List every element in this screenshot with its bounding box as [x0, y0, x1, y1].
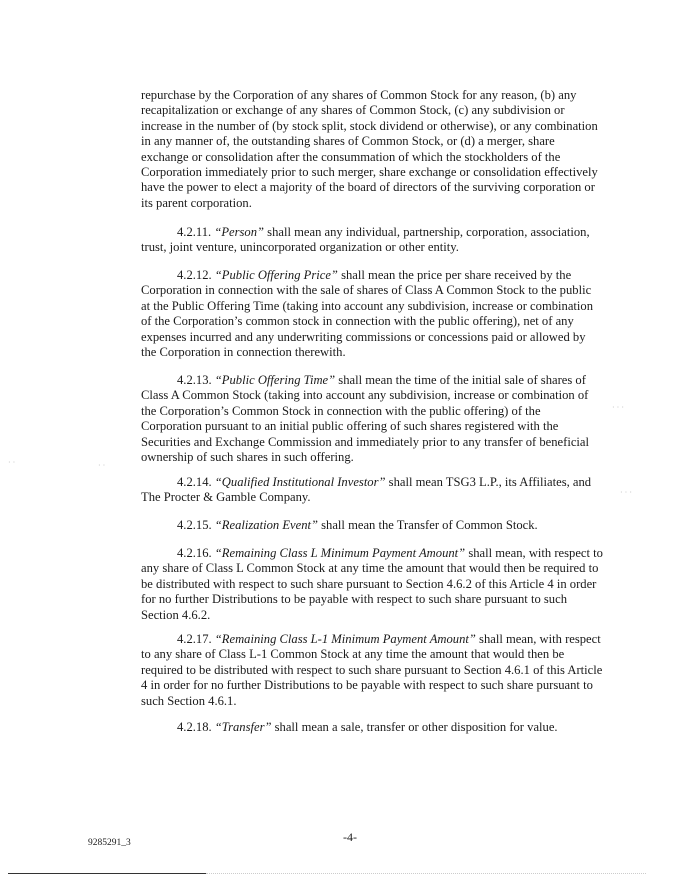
- defined-term: “Remaining Class L-1 Minimum Payment Amount”: [214, 632, 476, 646]
- section-number: 4.2.18.: [177, 720, 212, 734]
- section-4-2-18: [141, 720, 603, 735]
- section-4-2-11: [141, 225, 603, 256]
- section-number: 4.2.13.: [177, 373, 212, 387]
- section-text: shall mean the time of the initial sale of shares of Class A Common Stock (taking into account any subdivision, increase or combination of the Corporation’s Common Stock in connection with the public offering) of the Corporation pursuant to an initial public offering of such shares registered with the Securities and Exchange Commission and immediately prior to any transfer of beneficial ownership of such shares in such offering.: [141, 373, 589, 465]
- defined-term: “Person”: [214, 225, 265, 239]
- section-text: shall mean a sale, transfer or other disposition for value.: [271, 720, 558, 734]
- scan-speck: · ·: [98, 461, 106, 470]
- section-4-2-13: [141, 373, 603, 465]
- section-text: shall mean the price per share received by the Corporation in connection with the sale of shares of Class A Common Stock to the public at the Public Offering Time (taking into account any subdivision, increase or combination of the Corporation’s common stock in connection with the public offering), net of any expenses incurred and any underwriting commissions or concessions paid or allowed by the Corporation in connection therewith.: [141, 268, 594, 360]
- section-text: shall mean TSG3 L.P., its Affiliates, and The Procter & Gamble Company.: [141, 475, 592, 505]
- document-id: 9285291_3: [88, 838, 131, 848]
- section-4-2-12: [141, 268, 603, 360]
- section-number: 4.2.15.: [177, 518, 212, 532]
- defined-term: “Public Offering Price”: [214, 268, 338, 282]
- section-4-2-15: [141, 518, 603, 533]
- section-number: 4.2.14.: [177, 475, 212, 489]
- page-number: -4-: [343, 830, 357, 844]
- footer-rule-faint: [206, 873, 646, 874]
- scan-speck: · · ·: [612, 403, 624, 412]
- defined-term: “Transfer”: [214, 720, 272, 734]
- section-number: 4.2.17.: [177, 632, 212, 646]
- section-4-2-17: [141, 632, 603, 709]
- section-text: shall mean, with respect to any share of Class L Common Stock at any time the amount that would then be required to be distributed with respect to such share pursuant to Section 4.6.2 of this Article 4 in order for no further Distributions to be payable with respect to such share pursuant to such Section 4.6.2.: [141, 546, 603, 622]
- section-4-2-14: [141, 475, 603, 506]
- section-number: 4.2.12.: [177, 268, 212, 282]
- section-text: shall mean the Transfer of Common Stock.: [318, 518, 538, 532]
- scan-speck: · · ·: [620, 488, 632, 497]
- defined-term: “Qualified Institutional Investor”: [214, 475, 386, 489]
- intro-paragraph: repurchase by the Corporation of any shares of Common Stock for any reason, (b) any recapitalization or exchange of any shares of Common Stock, (c) any subdivision or increase in the number of (by stock split, stock dividend or otherwise), or any combination in any manner of, the outstanding shares of Common Stock, or (d) a merger, share exchange or consolidation after the consummation of which the stockholders of the Corporation immediately prior to such merger, share exchange or consolidation effectively have the power to elect a majority of the board of directors of the surviving corporation or its parent corporation.: [141, 88, 598, 210]
- defined-term: “Realization Event”: [214, 518, 318, 532]
- section-text: shall mean any individual, partnership, corporation, association, trust, joint venture, unincorporated organization or other entity.: [141, 225, 590, 255]
- section-number: 4.2.11.: [177, 225, 212, 239]
- section-4-2-16: [141, 546, 603, 623]
- footer-rule: [8, 873, 206, 874]
- defined-term: “Remaining Class L Minimum Payment Amount”: [214, 546, 466, 560]
- defined-term: “Public Offering Time”: [214, 373, 336, 387]
- section-number: 4.2.16.: [177, 546, 212, 560]
- section-text: shall mean, with respect to any share of Class L-1 Common Stock at any time the amount that would then be required to be distributed with respect to such share pursuant to Section 4.6.1 of this Article 4 in order for no further Distributions to be payable with respect to such share pursuant to such Section 4.6.1.: [141, 632, 603, 708]
- scan-speck: · ·: [8, 458, 16, 467]
